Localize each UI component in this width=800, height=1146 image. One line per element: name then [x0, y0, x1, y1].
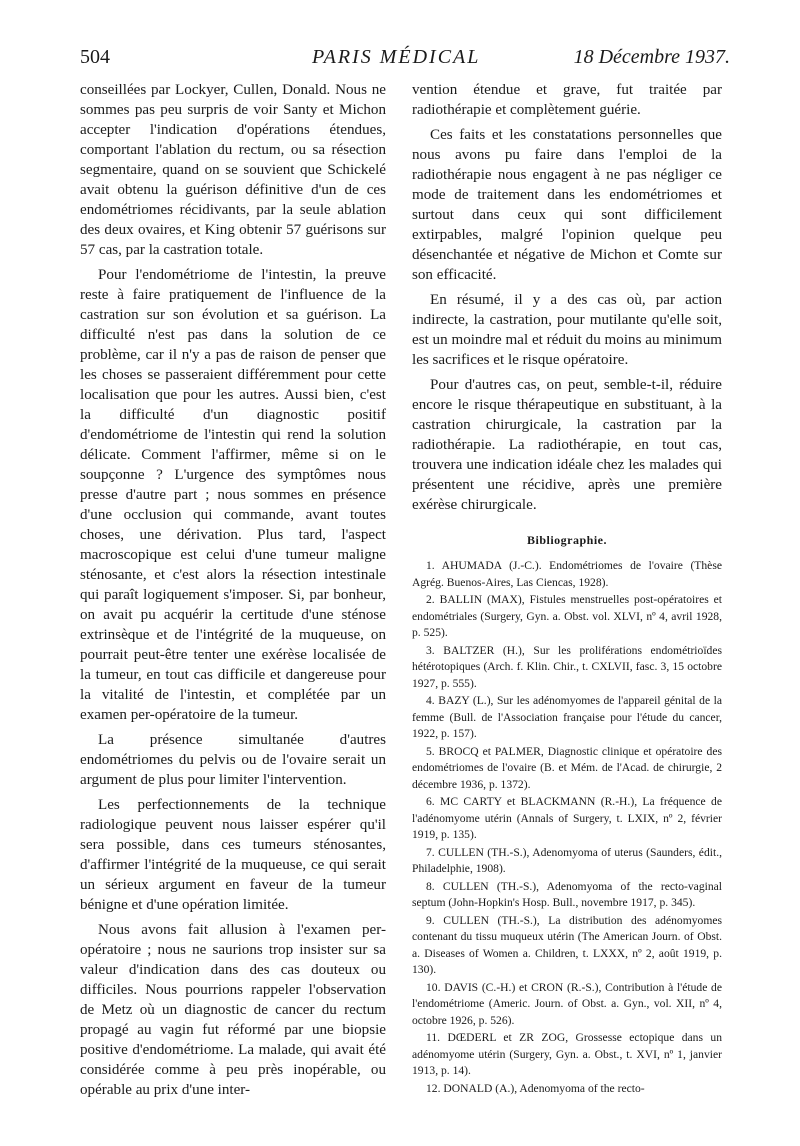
paragraph: Pour d'autres cas, on peut, semble-t-il, réduire encore le risque thérapeutique en substituant, à la castration chirurgicale, la castration par la radiothérapie. La radiothérapie, en tout cas, trouvera une indication idéale chez les malades qui présentent une récidive, après une première exérèse chirurgicale. [412, 377, 722, 513]
paragraph: Pour l'endométriome de l'intestin, la preuve reste à faire pratiquement de l'influence de la castration sur son évolution et sa guérison. La difficulté n'est pas dans la solution de ce problème, car il n'y a pas de raison de penser que les choses se passeraient différemment pour cette localisation que pour les autres. Aussi bien, c'est la difficulté d'un diagnostic positif d'endométriome de l'intestin qui rend la solution délicate. Comment l'affirmer, même si on le soupçonne ? L'urgence des symptômes nous presse d'autre part ; nous sommes en présence d'une occlusion qui commande, avant toutes choses, une dérivation. Plus tard, l'aspect macroscopique est celui d'une tumeur maligne sténosante, et c'est alors la résection intestinale qui paraît logiquement s'imposer. Si, par bonheur, on avait pu acquérir la certitude d'une sténose extrinsèque et de l'intégrité de la muqueuse, on pourrait peut-être tenter une exérèse localisée de la tumeur, en tout cas difficile et dangereuse pour la vitalité de l'intestin, et complétée par un examen per-opératoire de la tumeur. [80, 267, 386, 723]
bibliography-entry: 7. CULLEN (TH.-S.), Adenomyoma of uterus (Saunders, édit., Philadelphie, 1908). [412, 845, 722, 875]
bibliography-entry: 9. CULLEN (TH.-S.), La distribution des adénomyomes contenant du tissu muqueux utérin (The American Journ. of Obst. a. Diseases of Women a. Children, t. LXXX, nº 2, août 1919, p. 130). [412, 913, 722, 976]
paragraph: En résumé, il y a des cas où, par action indirecte, la castration, pour mutilante qu'elle soit, est un moindre mal et réduit du moins au minimum les sacrifices et le risque opératoire. [412, 292, 722, 368]
bibliography-entry: 4. BAZY (L.), Sur les adénomyomes de l'appareil génital de la femme (Bull. de l'Association française pour l'étude du cancer, 1922, p. 157). [412, 694, 722, 740]
bibliography-entry: 12. DONALD (A.), Adenomyoma of the recto- [426, 1081, 645, 1095]
paragraph: conseillées par Lockyer, Cullen, Donald. Nous ne sommes pas peu surpris de voir Santy et Michon accepter l'indication d'opérations étendues, comportant l'ablation du rectum, ou sa résection segmentaire, quand on se souvient que Schickelé avait obtenu la guérison définitive d'un de ces endométriomes récidivants, par la seule ablation des deux ovaires, et King obtenir 57 guérisons sur 57 cas, par la castration totale. [80, 82, 386, 258]
left-column [80, 80, 386, 1105]
paragraph: vention étendue et grave, fut traitée par radiothérapie et complètement guérie. [412, 82, 722, 118]
bibliography-entry: 2. BALLIN (MAX), Fistules menstruelles post-opératoires et endométriales (Surgery, Gyn. a. Obst. vol. XLVI, nº 4, avril 1928, p. 525). [412, 593, 722, 639]
bibliography-list [412, 558, 722, 1097]
bibliography-entry: 3. BALTZER (H.), Sur les proliférations endométrioïdes hétérotopiques (Arch. f. Klin. Chir., t. CXLVII, fasc. 3, 15 octobre 1927, p. 555). [412, 643, 722, 690]
right-column [412, 80, 722, 1098]
bibliography-entry: 1. AHUMADA (J.-C.). Endométriomes de l'ovaire (Thèse Agrég. Buenos-Aires, Las Ciencas, 1928). [412, 559, 722, 589]
paragraph: Ces faits et les constatations personnelles que nous avons pu faire dans l'emploi de la radiothérapie nous engagent à ne pas négliger ce mode de traitement dans les endométriomes et surtout dans ceux qui sont difficilement extirpables, malgré l'opinion quelque peu désenchantée et négative de Michon et Comte sur son efficacité. [412, 127, 722, 283]
bibliography-entry: 11. DŒDERL et ZR ZOG, Grossesse ectopique dans un adénomyome utérin (Surgery, Gyn. a. Obst., t. XVI, nº 1, janvier 1913, p. 14). [412, 1031, 722, 1077]
paragraph: Les perfectionnements de la technique radiologique peuvent nous laisser espérer qu'il sera possible, dans ces tumeurs sténosantes, d'affirmer l'intégrité de la muqueuse, ce qui serait un sérieux argument en faveur de la tumeur bénigne et d'une opération limitée. [80, 797, 386, 913]
paragraph: Nous avons fait allusion à l'examen per-opératoire ; nous ne saurions trop insister sur sa valeur d'indication dans des cas douteux ou difficiles. Nous pourrions rappeler l'observation de Metz où un diagnostic de cancer du rectum propagé au vagin fut réformé par une biopsie positive d'endométriome. La malade, qui avait été considérée comme à peu près inopérable, ou opérable au prix d'une inter- [80, 922, 386, 1098]
bibliography-heading: Bibliographie. [526, 533, 607, 547]
running-header [80, 46, 730, 76]
issue-date: 18 Décembre 1937. [573, 46, 730, 68]
bibliography-entry: 5. BROCQ et PALMER, Diagnostic clinique et opératoire des endométriomes de l'ovaire (B. et Mém. de l'Acad. de chirurgie, 2 décembre 1936, p. 1372). [412, 744, 722, 791]
bibliography-entry: 8. CULLEN (TH.-S.), Adenomyoma of the recto-vaginal septum (John-Hopkin's Hosp. Bull., novembre 1917, p. 345). [412, 879, 722, 909]
paragraph: La présence simultanée d'autres endométriomes du pelvis ou de l'ovaire serait un argument de plus pour limiter l'intervention. [80, 732, 386, 788]
page-number: 504 [80, 46, 110, 68]
bibliography-entry: 6. MC CARTY et BLACKMANN (R.-H.), La fréquence de l'adénomyome utérin (Annals of Surgery, t. LXIX, nº 2, février 1919, p. 135). [412, 795, 722, 841]
journal-title: PARIS MÉDICAL [312, 46, 481, 68]
bibliography-entry: 10. DAVIS (C.-H.) et CRON (R.-S.), Contribution à l'étude de l'endométriome (Americ. Journ. of Obst. a. Gyn., vol. XII, nº 4, octobre 1926, p. 526). [412, 980, 722, 1027]
